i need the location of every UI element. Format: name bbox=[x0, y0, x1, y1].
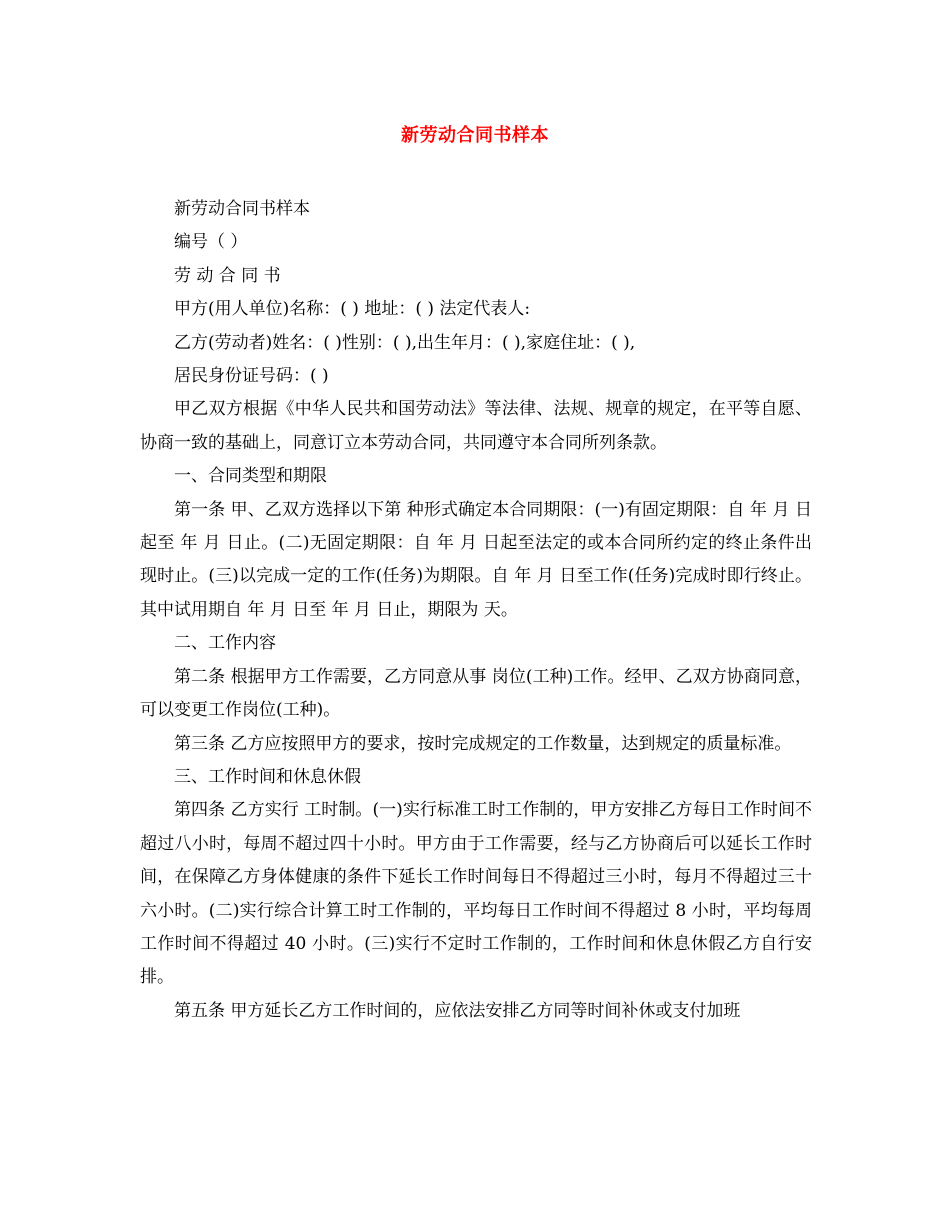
paragraph-article-1: 第一条 甲、乙双方选择以下第 种形式确定本合同期限：(一)有固定期限：自 年 月 日起至 年 月 日止。(二)无固定期限：自 年 月 日起至法定的或本合同所约定的终止条件出现时止。(三)以完成一定的工作(任务)为期限。自 年 月 日至工作(任务)完成时即行终止。其中试用期自 年 月 日至 年 月 日止，期限为 天。 bbox=[140, 499, 812, 620]
section-heading-working-hours: 三、工作时间和休息休假 bbox=[174, 766, 361, 787]
paragraph-id-number: 居民身份证号码：( ) bbox=[174, 366, 329, 387]
paragraph-article-3: 第三条 乙方应按照甲方的要求，按时完成规定的工作数量，达到规定的质量标准。 bbox=[174, 733, 792, 754]
paragraph-party-a: 甲方(用人单位)名称：( ) 地址：( ) 法定代表人: bbox=[174, 299, 531, 320]
paragraph-preamble: 甲乙双方根据《中华人民共和国劳动法》等法律、法规、规章的规定，在平等自愿、协商一致的基础上，同意订立本劳动合同，共同遵守本合同所列条款。 bbox=[140, 399, 812, 453]
paragraph-article-2: 第二条 根据甲方工作需要，乙方同意从事 岗位(工种)工作。经甲、乙双方协商同意，可以变更工作岗位(工种)。 bbox=[140, 666, 812, 721]
document-title: 新劳动合同书样本 bbox=[401, 125, 549, 146]
paragraph-subtitle: 新劳动合同书样本 bbox=[174, 199, 310, 219]
paragraph-contract-heading: 劳 动 合 同 书 bbox=[174, 265, 281, 286]
paragraph-article-5: 第五条 甲方延长乙方工作时间的，应依法安排乙方同等时间补休或支付加班 bbox=[174, 1000, 741, 1021]
paragraph-serial-number: 编号（ ） bbox=[174, 232, 248, 253]
section-heading-work-content: 二、工作内容 bbox=[174, 633, 276, 654]
paragraph-article-4: 第四条 乙方实行 工时制。(一)实行标准工时工作制的，甲方安排乙方每日工作时间不超过八小时，每周不超过四十小时。甲方由于工作需要，经与乙方协商后可以延长工作时间，在保障乙方身体健康的条件下延长工作时间每日不得超过三小时，每月不得超过三十六小时。(二)实行综合计算工时工作制的，平均每日工作时间不得超过 8 小时，平均每周工作时间不得超过 40 小时。(三)实行不定时工作制的，工作时间和休息休假乙方自行安排。 bbox=[140, 800, 812, 988]
paragraph-party-b: 乙方(劳动者)姓名：( )性别：( ),出生年月：( ),家庭住址：( ), bbox=[174, 332, 636, 353]
document-body bbox=[140, 193, 812, 1028]
section-heading-contract-type: 一、合同类型和期限 bbox=[174, 466, 327, 487]
